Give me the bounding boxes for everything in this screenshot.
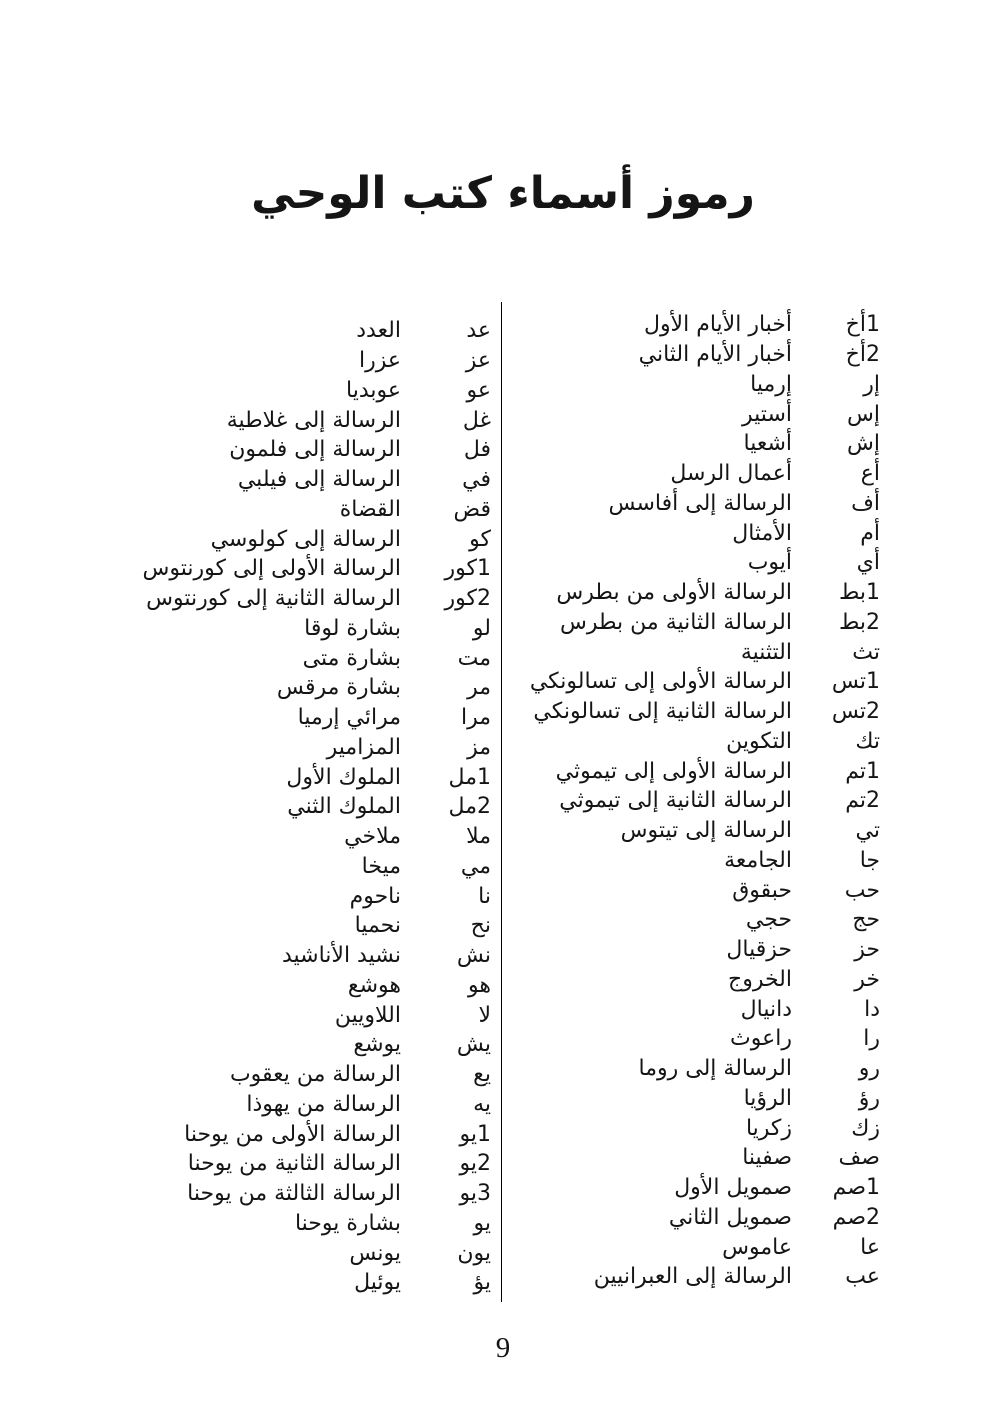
table-row: [54, 1030, 501, 1060]
book-abbreviation: دا: [864, 996, 880, 1022]
book-abbreviation: نح: [470, 913, 491, 939]
column-left: [54, 302, 501, 1302]
book-name: بشارة متى: [302, 645, 401, 671]
book-abbreviation: زك: [851, 1115, 880, 1141]
table-row: [502, 459, 892, 489]
table-row: [502, 1054, 892, 1084]
table-row: [502, 578, 892, 608]
table-row: [54, 1268, 501, 1298]
book-abbreviation: نش: [456, 943, 491, 969]
book-name: هوشع: [347, 972, 401, 998]
book-abbreviation: غل: [462, 407, 491, 433]
book-name: أعمال الرسل: [670, 461, 792, 487]
book-name: الأمثال: [732, 520, 792, 546]
book-name: الرسالة إلى غلاطية: [226, 407, 401, 433]
book-abbreviation: 2مل: [448, 794, 491, 820]
book-name: عوبديا: [346, 377, 401, 403]
book-abbreviation: صف: [838, 1145, 880, 1171]
table-row: [502, 1262, 892, 1292]
table-row: [54, 584, 501, 614]
book-name: الرسالة الثانية من بطرس: [560, 609, 792, 635]
book-name: الرسالة الثالثة من يوحنا: [187, 1181, 401, 1207]
book-abbreviation: 1أخ: [845, 312, 880, 338]
book-name: نشيد الأناشيد: [281, 943, 401, 969]
book-name: أشعيا: [743, 431, 792, 457]
table-row: [54, 1209, 501, 1239]
table-row: [502, 489, 892, 519]
table-row: [54, 1179, 501, 1209]
table-row: [502, 310, 892, 340]
table-row: [502, 1203, 892, 1233]
book-name: الرسالة الثانية إلى تسالونكي: [533, 699, 792, 725]
table-row: [502, 608, 892, 638]
book-abbreviation: لا: [478, 1002, 491, 1028]
table-row: [502, 340, 892, 370]
table-row: [54, 703, 501, 733]
table-row: [502, 1113, 892, 1143]
table-row: [502, 518, 892, 548]
book-abbreviation: هو: [468, 972, 491, 998]
page-title: رموز أسماء كتب الوحي: [251, 168, 755, 219]
book-name: يوشع: [353, 1032, 401, 1058]
table-row: [54, 346, 501, 376]
table-row: [54, 1000, 501, 1030]
book-name: الجامعة: [724, 847, 792, 873]
table-row: [54, 673, 501, 703]
table-row: [54, 733, 501, 763]
table-row: [502, 965, 892, 995]
book-name: الرسالة من يعقوب: [229, 1062, 401, 1088]
page-number: 9: [495, 1332, 511, 1364]
book-abbreviation: عد: [466, 318, 491, 344]
book-name: الملوك الأول: [286, 764, 401, 790]
book-abbreviation: مي: [460, 853, 491, 879]
book-name: راعوث: [730, 1026, 792, 1052]
book-abbreviation: 1تس: [831, 669, 880, 695]
table-row: [502, 1143, 892, 1173]
book-abbreviation: 2بط: [838, 609, 880, 635]
book-abbreviation: حز: [854, 937, 880, 963]
book-name: الرسالة الأولى إلى كورنتوس: [142, 556, 401, 582]
book-abbreviation: أي: [856, 550, 880, 576]
book-name: حزقيال: [726, 937, 792, 963]
table-row: [502, 1084, 892, 1114]
book-name: العدد: [356, 318, 401, 344]
book-name: ميخا: [361, 853, 401, 879]
table-row: [54, 524, 501, 554]
table-row: [502, 1173, 892, 1203]
book-name: أستير: [742, 401, 792, 427]
book-abbreviation: إس: [847, 401, 880, 427]
book-name: ناحوم: [349, 883, 401, 909]
book-name: الخروج: [728, 966, 792, 992]
book-name: اللاويين: [334, 1002, 401, 1028]
book-abbreviation: أع: [860, 461, 880, 487]
table-row: [54, 881, 501, 911]
book-abbreviation: حب: [844, 877, 880, 903]
book-abbreviation: 1يو: [459, 1121, 491, 1147]
table-row: [54, 465, 501, 495]
book-abbreviation: لو: [472, 615, 491, 641]
table-row: [502, 667, 892, 697]
column-right: [501, 302, 892, 1302]
book-name: الرسالة الأولى من بطرس: [556, 580, 792, 606]
table-row: [502, 548, 892, 578]
book-name: حجي: [745, 907, 792, 933]
book-abbreviation: 2أخ: [845, 342, 880, 368]
book-name: التثنية: [740, 639, 792, 665]
book-abbreviation: 1صم: [832, 1175, 880, 1201]
book-abbreviation: قض: [453, 496, 491, 522]
book-abbreviation: تي: [855, 818, 880, 844]
book-abbreviation: رؤ: [858, 1085, 880, 1111]
book-abbreviation: 2يو: [459, 1151, 491, 1177]
book-name: زكريا: [745, 1115, 792, 1141]
book-abbreviation: في: [462, 467, 491, 493]
book-name: الرسالة إلى تيتوس: [620, 818, 792, 844]
book-abbreviation: جا: [859, 847, 880, 873]
book-abbreviation: يع: [473, 1062, 491, 1088]
book-name: حبقوق: [732, 877, 792, 903]
book-abbreviation: را: [863, 1026, 880, 1052]
book-name: الرسالة الثانية إلى تيموثي: [559, 788, 792, 814]
table-row: [54, 822, 501, 852]
book-name: صمويل الأول: [674, 1175, 792, 1201]
book-abbreviation: إش: [847, 431, 880, 457]
book-abbreviation: يش: [456, 1032, 491, 1058]
book-name: التكوين: [726, 728, 792, 754]
table-row: [54, 762, 501, 792]
book-abbreviation: فل: [463, 437, 491, 463]
table-row: [502, 399, 892, 429]
table-row: [54, 614, 501, 644]
table-row: [54, 941, 501, 971]
book-abbreviation: عز: [465, 348, 491, 374]
book-name: صفينا: [742, 1145, 792, 1171]
table-row: [54, 1119, 501, 1149]
table-row: [54, 792, 501, 822]
book-name: مرائي إرميا: [297, 705, 401, 731]
table-row: [54, 554, 501, 584]
table-row: [54, 852, 501, 882]
table-row: [54, 376, 501, 406]
book-name: الرسالة إلى أفاسس: [608, 490, 792, 516]
book-name: الرسالة من يهوذا: [246, 1091, 401, 1117]
book-name: الرسالة الأولى إلى تسالونكي: [529, 669, 792, 695]
book-abbreviation: يؤ: [473, 1270, 491, 1296]
book-name: عاموس: [722, 1234, 792, 1260]
table-row: [502, 846, 892, 876]
book-abbreviation: رو: [858, 1056, 880, 1082]
book-name: الرؤيا: [743, 1085, 792, 1111]
book-abbreviation: 2كور: [444, 586, 491, 612]
book-abbreviation: 1بط: [838, 580, 880, 606]
table-row: [54, 1149, 501, 1179]
book-name: القضاة: [339, 496, 401, 522]
table-row: [502, 756, 892, 786]
book-abbreviation: أم: [860, 520, 880, 546]
book-abbreviation: عو: [466, 377, 491, 403]
book-name: صمويل الثاني: [668, 1204, 792, 1230]
table-row: [502, 786, 892, 816]
book-name: الرسالة الأولى من يوحنا: [184, 1121, 401, 1147]
table-row: [54, 1090, 501, 1120]
table-row: [502, 1232, 892, 1262]
book-name: بشارة مرقس: [276, 675, 401, 701]
book-abbreviation: 3يو: [459, 1181, 491, 1207]
book-name: بشارة يوحنا: [294, 1210, 401, 1236]
table-row: [502, 370, 892, 400]
book-name: أخبار الأيام الثاني: [638, 342, 792, 368]
book-name: الرسالة الثانية إلى كورنتوس: [146, 586, 401, 612]
book-name: نحميا: [354, 913, 401, 939]
book-abbreviation: 2تم: [845, 788, 880, 814]
book-name: الرسالة الثانية من يوحنا: [187, 1151, 401, 1177]
book-abbreviation: يو: [473, 1210, 491, 1236]
table-row: [54, 1238, 501, 1268]
table-row: [502, 429, 892, 459]
book-name: أيوب: [747, 550, 792, 576]
book-abbreviation: مز: [467, 734, 491, 760]
book-abbreviation: 1تم: [845, 758, 880, 784]
table-row: [502, 994, 892, 1024]
table-row: [54, 316, 501, 346]
book-abbreviation: خر: [854, 966, 880, 992]
table-row: [54, 643, 501, 673]
table-row: [502, 935, 892, 965]
book-abbreviation: عب: [845, 1264, 880, 1290]
table-row: [54, 1060, 501, 1090]
book-abbreviation: 2صم: [832, 1204, 880, 1230]
book-abbreviation: يه: [473, 1091, 491, 1117]
table-row: [502, 637, 892, 667]
table-row: [54, 911, 501, 941]
book-abbreviation: مت: [457, 645, 491, 671]
book-abbreviation: 1كور: [444, 556, 491, 582]
book-name: الرسالة إلى فلمون: [229, 437, 401, 463]
table-row: [502, 727, 892, 757]
book-abbreviation: ملا: [466, 824, 491, 850]
book-name: الرسالة إلى فيلبي: [237, 467, 401, 493]
book-abbreviation: أف: [851, 490, 880, 516]
table-row: [502, 875, 892, 905]
table-row: [502, 816, 892, 846]
book-name: المزامير: [326, 734, 401, 760]
table-row: [54, 435, 501, 465]
book-abbreviation: إر: [863, 371, 880, 397]
book-abbreviation: حج: [852, 907, 880, 933]
book-abbreviation: كو: [469, 526, 491, 552]
table-row: [502, 905, 892, 935]
book-name: الرسالة الأولى إلى تيموثي: [555, 758, 792, 784]
abbreviation-table: [54, 302, 892, 1302]
book-abbreviation: مرا: [460, 705, 491, 731]
table-row: [54, 971, 501, 1001]
book-name: الملوك الثني: [287, 794, 401, 820]
book-abbreviation: تك: [855, 728, 880, 754]
book-name: عزرا: [358, 348, 401, 374]
book-abbreviation: نا: [478, 883, 491, 909]
book-abbreviation: تث: [852, 639, 880, 665]
table-row: [502, 1024, 892, 1054]
book-name: أخبار الأيام الأول: [643, 312, 792, 338]
table-row: [502, 697, 892, 727]
book-abbreviation: عا: [860, 1234, 880, 1260]
book-abbreviation: يون: [457, 1240, 491, 1266]
book-abbreviation: 1مل: [448, 764, 491, 790]
book-abbreviation: 2تس: [831, 699, 880, 725]
book-name: الرسالة إلى كولوسي: [210, 526, 401, 552]
book-abbreviation: مر: [467, 675, 491, 701]
book-name: الرسالة إلى روما: [638, 1056, 792, 1082]
book-name: إرميا: [750, 371, 792, 397]
table-row: [54, 405, 501, 435]
book-name: يونس: [349, 1240, 401, 1266]
book-name: ملاخي: [344, 824, 401, 850]
book-name: بشارة لوقا: [304, 615, 401, 641]
book-name: يوئيل: [354, 1270, 401, 1296]
book-name: الرسالة إلى العبرانيين: [593, 1264, 792, 1290]
book-name: دانيال: [740, 996, 792, 1022]
table-row: [54, 495, 501, 525]
